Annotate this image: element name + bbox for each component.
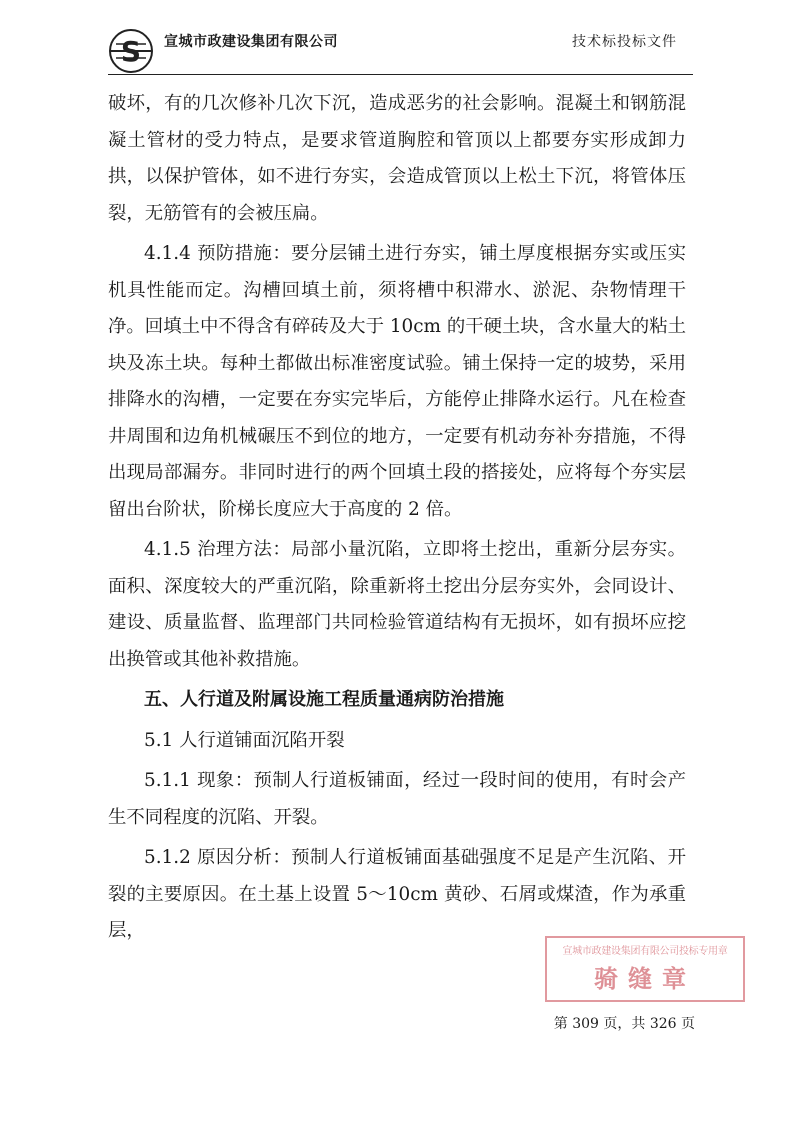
- page-number: 第 309 页，共 326 页: [553, 1016, 695, 1032]
- paragraph-5-1-2: 5.1.2 原因分析：预制人行道板铺面基础强度不足是产生沉陷、开裂的主要原因。在土基上设置 5～10cm 黄砂、石屑或煤渣，作为承重层，: [108, 847, 686, 941]
- section-heading-5: 五、人行道及附属设施工程质量通病防治措施: [144, 689, 504, 710]
- company-name: 宣城市政建设集团有限公司: [164, 34, 338, 50]
- company-logo-icon: [108, 28, 154, 74]
- paragraph-continuation: 破坏，有的几次修补几次下沉，造成恶劣的社会影响。混凝土和钢筋混凝土管材的受力特点，是要求管道胸腔和管顶以上都要夯实形成卸力拱，以保护管体，如不进行夯实，会造成管顶以上松土下沉，将管体压裂，无筋管有的会被压扁。: [108, 93, 686, 224]
- paragraph-4-1-4: 4.1.4 预防措施：要分层铺土进行夯实，铺土厚度根据夯实或压实机具性能而定。沟槽回填土前，须将槽中积滞水、淤泥、杂物情理干净。回填土中不得含有碎砖及大于 10cm 的干硬土块，含水量大的粘土块及冻土块。每种土都做出标准密度试验。铺土保持一定的坡势，采用排降水的沟槽，一定要在夯实完毕后，方能停止排降水运行。凡在检查井周围和边角机械碾压不到位的地方，一定要有机动夯补夯措施，不得出现局部漏夯。非同时进行的两个回填土段的搭接处，应将每个夯实层留出台阶状，阶梯长度应大于高度的 2 倍。: [108, 243, 686, 520]
- page-header: [108, 22, 693, 77]
- paragraph-5-1-1: 5.1.1 现象：预制人行道板铺面，经过一段时间的使用，有时会产生不同程度的沉陷、开裂。: [108, 770, 686, 828]
- stamp-main-text: 骑缝章: [594, 965, 696, 993]
- document-type: 技术标投标文件: [572, 34, 677, 50]
- header-divider: [108, 74, 693, 75]
- document-body: [108, 86, 686, 950]
- seal-stamp: [545, 936, 745, 1002]
- subheading-5-1: 5.1 人行道铺面沉陷开裂: [144, 729, 345, 751]
- logo-letter: S: [120, 35, 142, 68]
- paragraph-4-1-5: 4.1.5 治理方法：局部小量沉陷，立即将土挖出，重新分层夯实。面积、深度较大的严重沉陷，除重新将土挖出分层夯实外，会同设计、建设、质量监督、监理部门共同检验管道结构有无损坏，如有损坏应挖出换管或其他补救措施。: [108, 539, 686, 670]
- stamp-top-text: 宣城市政建设集团有限公司投标专用章: [562, 946, 728, 957]
